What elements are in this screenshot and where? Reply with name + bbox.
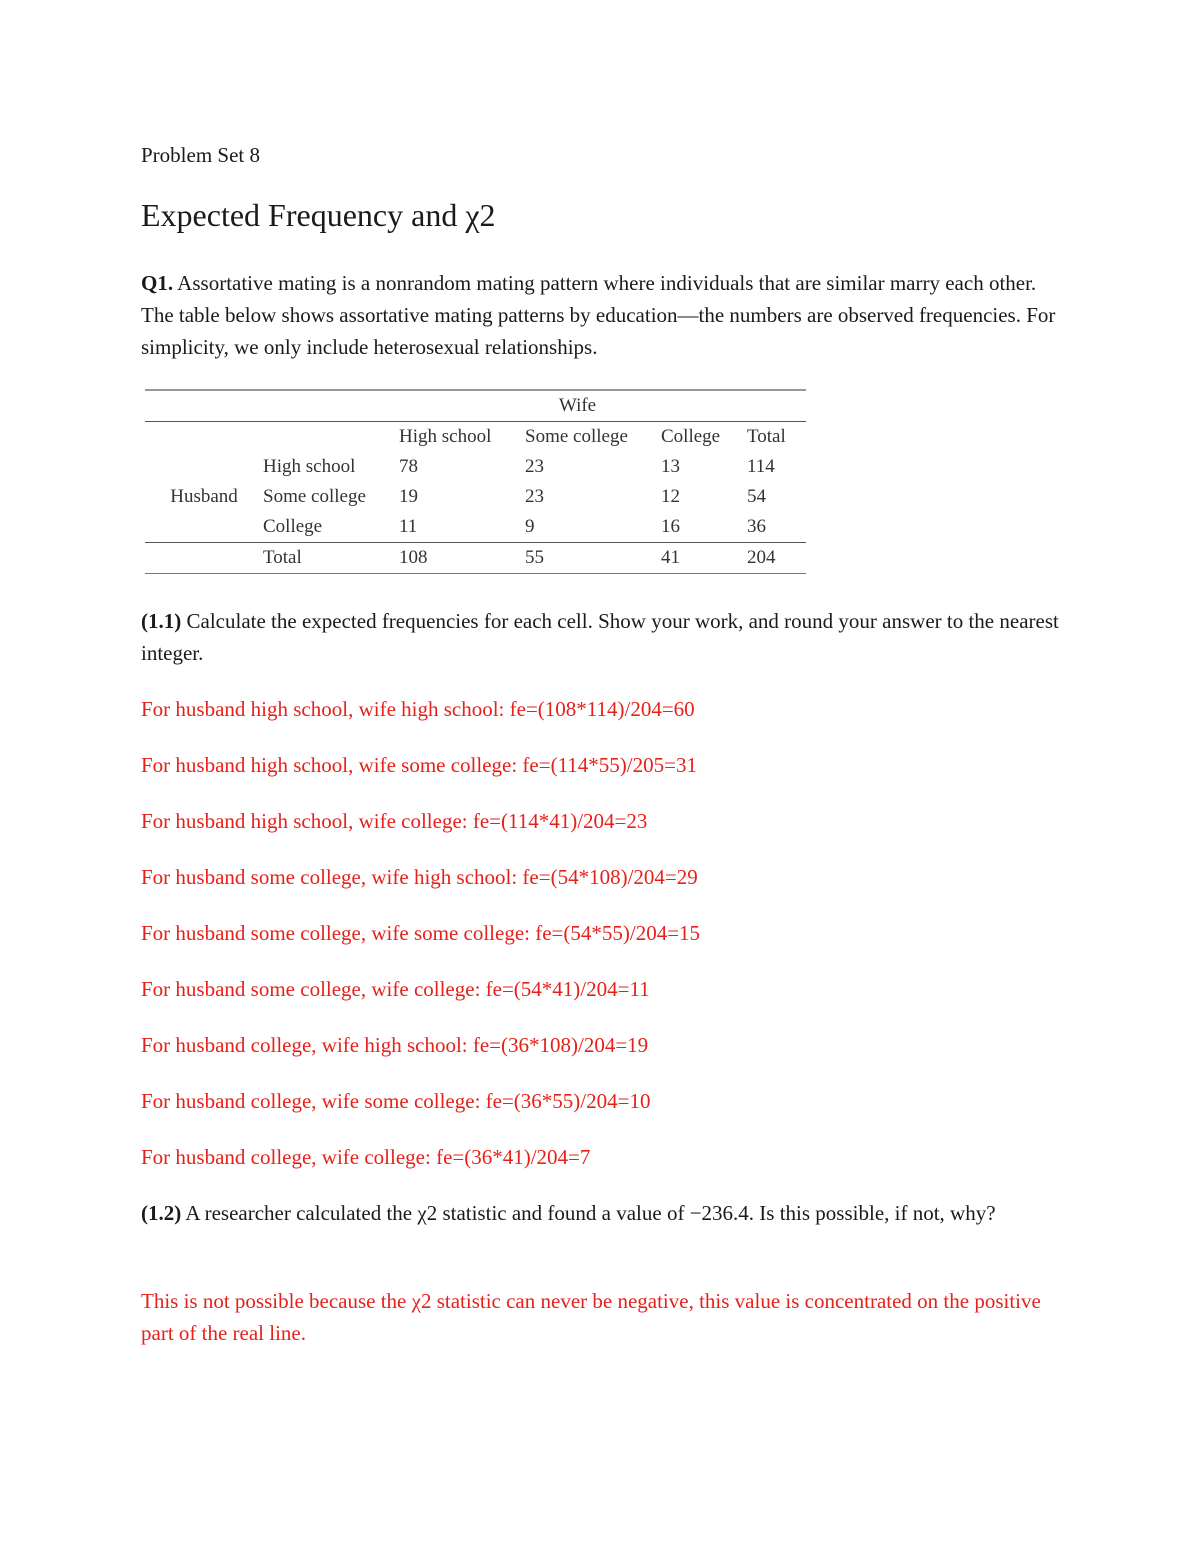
row-label: High school bbox=[263, 456, 356, 477]
table-row bbox=[145, 512, 806, 543]
table-cell: 23 bbox=[525, 486, 544, 507]
row-label: College bbox=[263, 516, 323, 537]
table-cell: 23 bbox=[525, 456, 544, 477]
table-cell: 54 bbox=[747, 486, 766, 507]
table-cell: 204 bbox=[747, 547, 776, 568]
column-header: Some college bbox=[525, 426, 628, 447]
table-cell: 11 bbox=[399, 516, 418, 537]
table-cell: 108 bbox=[399, 547, 428, 568]
answer-line: For husband high school, wife high school: fe=(108*114)/204=60 bbox=[141, 697, 695, 721]
row-label: Some college bbox=[263, 486, 366, 507]
answer-line: For husband high school, wife college: fe=(114*41)/204=23 bbox=[141, 809, 648, 833]
problem-set-header: Problem Set 8 bbox=[141, 143, 260, 167]
answer-line: For husband some college, wife high school: fe=(54*108)/204=29 bbox=[141, 865, 698, 889]
table-row-wife-header bbox=[145, 390, 806, 422]
question-1-label: Q1. bbox=[141, 271, 174, 295]
table-cell: 12 bbox=[661, 486, 680, 507]
table-cell: 114 bbox=[747, 456, 775, 477]
row-label: Total bbox=[263, 547, 302, 568]
table-total-row bbox=[145, 543, 806, 574]
column-header: Total bbox=[747, 426, 786, 447]
table-cell: 9 bbox=[525, 516, 535, 537]
table-header-row bbox=[145, 422, 806, 453]
answer-line: For husband college, wife high school: fe=(36*108)/204=19 bbox=[141, 1033, 649, 1057]
husband-label: Husband bbox=[170, 486, 238, 507]
question-1 bbox=[141, 267, 1061, 363]
question-1-2-text: A researcher calculated the χ2 statistic and found a value of −236.4. Is this possible, if not, why? bbox=[181, 1201, 996, 1225]
table-row bbox=[145, 452, 806, 482]
answer-line: For husband some college, wife college: fe=(54*41)/204=11 bbox=[141, 977, 650, 1001]
frequency-table bbox=[145, 389, 806, 574]
question-1-1 bbox=[141, 605, 1061, 669]
table-cell: 16 bbox=[661, 516, 680, 537]
expected-frequency-answers bbox=[141, 693, 1061, 1197]
table-cell: 36 bbox=[747, 516, 766, 537]
answer-line: For husband college, wife some college: fe=(36*55)/204=10 bbox=[141, 1089, 651, 1113]
table-cell: 78 bbox=[399, 456, 418, 477]
question-1-text: Assortative mating is a nonrandom mating pattern where individuals that are similar marry each other. The table below shows assortative mating patterns by education—the numbers are observed frequencies. For simplicity, we only include heterosexual relationships. bbox=[141, 271, 1056, 359]
table-cell: 55 bbox=[525, 547, 544, 568]
wife-label: Wife bbox=[558, 395, 597, 416]
answer-line: For husband college, wife college: fe=(36*41)/204=7 bbox=[141, 1145, 591, 1169]
table-cell: 13 bbox=[661, 456, 680, 477]
question-1-1-label: (1.1) bbox=[141, 609, 182, 633]
question-1-2-answer: This is not possible because the χ2 statistic can never be negative, this value is concentrated on the positive part of the real line. bbox=[141, 1289, 1041, 1345]
column-header: High school bbox=[399, 426, 492, 447]
table-cell: 19 bbox=[399, 486, 418, 507]
question-1-2-label: (1.2) bbox=[141, 1201, 182, 1225]
column-header: College bbox=[661, 426, 721, 447]
table-cell: 41 bbox=[661, 547, 680, 568]
page-title: Expected Frequency and χ2 bbox=[141, 197, 496, 233]
table-row bbox=[145, 482, 806, 512]
question-1-2 bbox=[141, 1197, 1061, 1229]
question-1-1-text: Calculate the expected frequencies for each cell. Show your work, and round your answer to the nearest integer. bbox=[141, 609, 1059, 665]
answer-line: For husband high school, wife some college: fe=(114*55)/205=31 bbox=[141, 753, 697, 777]
answer-line: For husband some college, wife some college: fe=(54*55)/204=15 bbox=[141, 921, 701, 945]
